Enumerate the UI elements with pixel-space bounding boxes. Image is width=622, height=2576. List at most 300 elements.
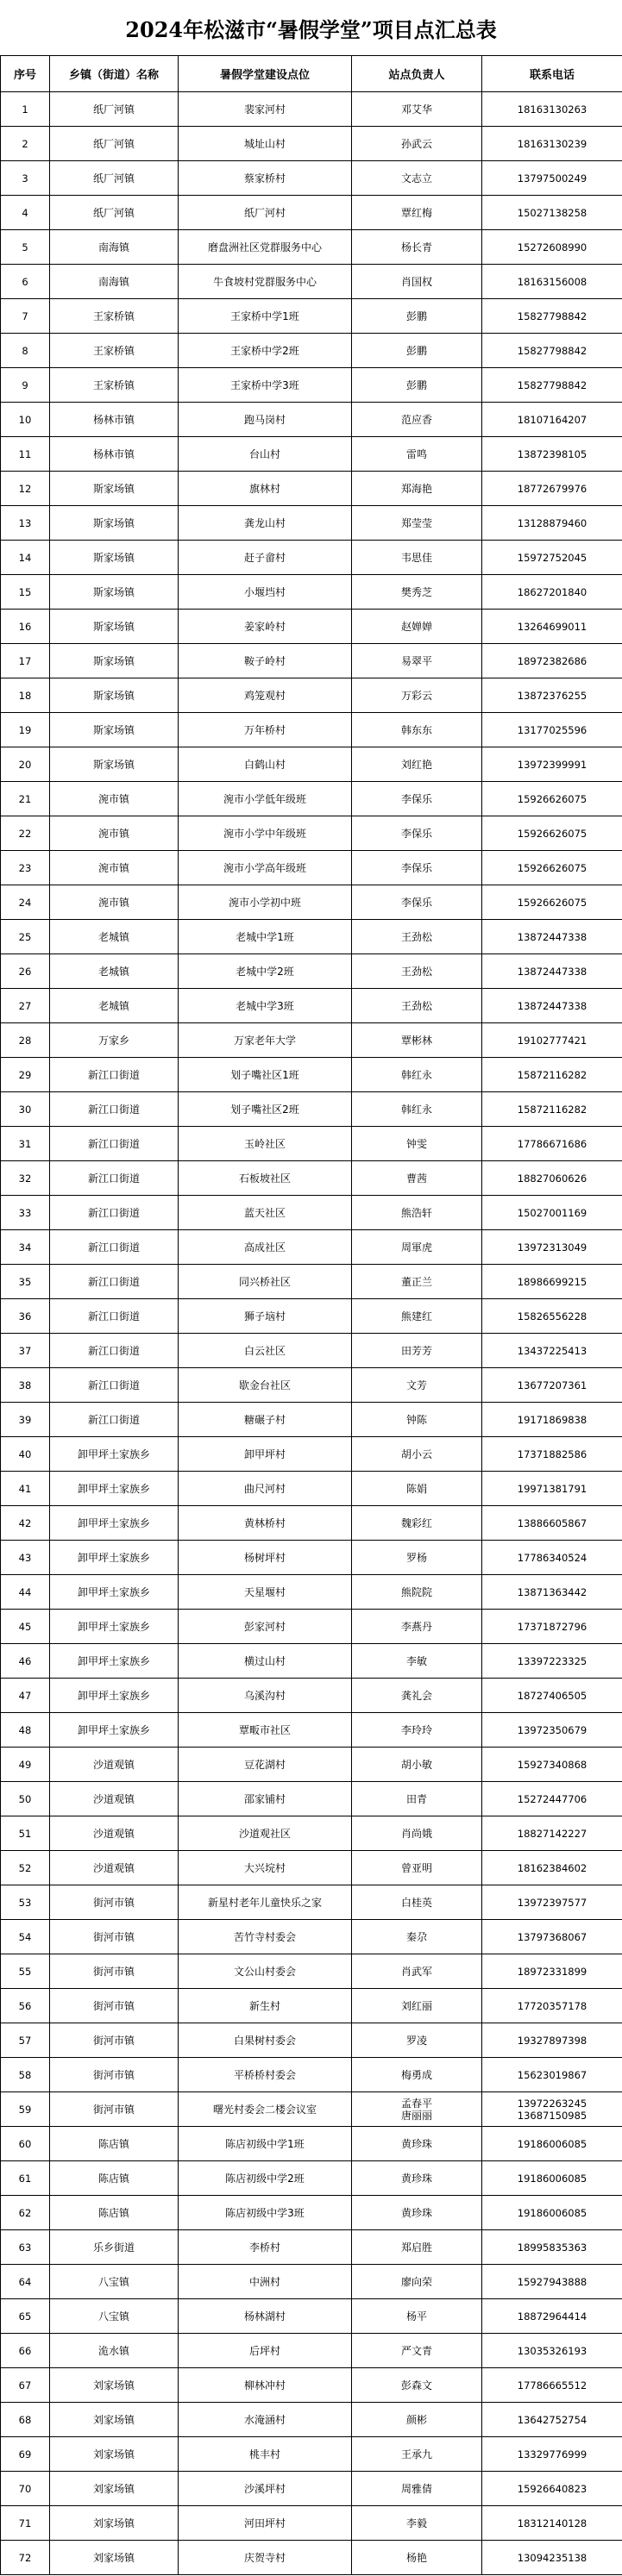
cell-index: 29 bbox=[1, 1058, 50, 1092]
cell-index: 46 bbox=[1, 1644, 50, 1679]
cell-contact-person: 秦尕 bbox=[352, 1920, 482, 1954]
cell-contact-person: 董正兰 bbox=[352, 1265, 482, 1299]
cell-site: 文公山村委会 bbox=[179, 1954, 352, 1989]
cell-index: 20 bbox=[1, 747, 50, 782]
cell-contact-person: 黄珍珠 bbox=[352, 2127, 482, 2161]
cell-index: 19 bbox=[1, 713, 50, 747]
cell-contact-person: 李毅 bbox=[352, 2506, 482, 2541]
header-contact-person: 站点负责人 bbox=[352, 56, 482, 92]
table-row bbox=[1, 1058, 622, 1092]
cell-index: 51 bbox=[1, 1816, 50, 1851]
cell-township: 王家桥镇 bbox=[50, 334, 179, 368]
table-row bbox=[1, 1092, 622, 1127]
cell-site: 蔡家桥村 bbox=[179, 161, 352, 196]
cell-contact-person: 颜彬 bbox=[352, 2403, 482, 2437]
cell-site: 王家桥中学1班 bbox=[179, 299, 352, 334]
cell-index: 9 bbox=[1, 368, 50, 403]
cell-contact-person: 刘红丽 bbox=[352, 1989, 482, 2023]
cell-township: 新江口街道 bbox=[50, 1265, 179, 1299]
cell-contact-person: 白桂英 bbox=[352, 1885, 482, 1920]
cell-site: 高成社区 bbox=[179, 1230, 352, 1265]
cell-contact-person: 熊院院 bbox=[352, 1575, 482, 1610]
cell-site: 卸甲坪村 bbox=[179, 1437, 352, 1472]
table-row bbox=[1, 1541, 622, 1575]
cell-township: 刘家场镇 bbox=[50, 2472, 179, 2506]
cell-site: 跑马岗村 bbox=[179, 403, 352, 437]
cell-site: 划子嘴社区1班 bbox=[179, 1058, 352, 1092]
cell-phone: 18727406505 bbox=[482, 1679, 622, 1713]
table-row bbox=[1, 1816, 622, 1851]
cell-phone: 18827060626 bbox=[482, 1161, 622, 1196]
cell-township: 王家桥镇 bbox=[50, 368, 179, 403]
cell-contact-person: 田芳芳 bbox=[352, 1334, 482, 1368]
cell-site: 杨树坪村 bbox=[179, 1541, 352, 1575]
cell-contact-person: 李保乐 bbox=[352, 782, 482, 816]
cell-phone: 19971381791 bbox=[482, 1472, 622, 1506]
cell-site: 沙溪坪村 bbox=[179, 2472, 352, 2506]
cell-contact-person: 易翠平 bbox=[352, 644, 482, 678]
table-row bbox=[1, 2265, 622, 2299]
table-row bbox=[1, 2334, 622, 2368]
cell-phone: 17786671686 bbox=[482, 1127, 622, 1161]
header-index: 序号 bbox=[1, 56, 50, 92]
cell-township: 沙道观镇 bbox=[50, 1748, 179, 1782]
cell-site: 裴家河村 bbox=[179, 92, 352, 127]
cell-site: 苦竹寺村委会 bbox=[179, 1920, 352, 1954]
cell-contact-person: 罗凌 bbox=[352, 2023, 482, 2058]
cell-contact-person: 李保乐 bbox=[352, 851, 482, 885]
cell-township: 纸厂河镇 bbox=[50, 127, 179, 161]
table-row bbox=[1, 92, 622, 127]
cell-phone: 17371882586 bbox=[482, 1437, 622, 1472]
table-row bbox=[1, 816, 622, 851]
cell-phone: 15927943888 bbox=[482, 2265, 622, 2299]
cell-index: 16 bbox=[1, 610, 50, 644]
cell-township: 涴市镇 bbox=[50, 816, 179, 851]
cell-contact-person: 韩东东 bbox=[352, 713, 482, 747]
cell-phone: 15272608990 bbox=[482, 230, 622, 265]
cell-contact-person: 王承九 bbox=[352, 2437, 482, 2472]
table-row bbox=[1, 265, 622, 299]
cell-index: 18 bbox=[1, 678, 50, 713]
table-row bbox=[1, 230, 622, 265]
cell-township: 沙道观镇 bbox=[50, 1851, 179, 1885]
table-row bbox=[1, 2541, 622, 2575]
table-row bbox=[1, 678, 622, 713]
cell-site: 后坪村 bbox=[179, 2334, 352, 2368]
cell-site: 万家老年大学 bbox=[179, 1023, 352, 1058]
table-row bbox=[1, 1023, 622, 1058]
cell-index: 48 bbox=[1, 1713, 50, 1748]
cell-contact-person: 龚礼会 bbox=[352, 1679, 482, 1713]
cell-contact-person: 严文青 bbox=[352, 2334, 482, 2368]
table-row bbox=[1, 1713, 622, 1748]
cell-site: 鞍子岭村 bbox=[179, 644, 352, 678]
table-row bbox=[1, 1644, 622, 1679]
cell-index: 1 bbox=[1, 92, 50, 127]
table-row bbox=[1, 196, 622, 230]
table-row bbox=[1, 127, 622, 161]
table-row bbox=[1, 2023, 622, 2058]
cell-index: 35 bbox=[1, 1265, 50, 1299]
cell-phone: 13264699011 bbox=[482, 610, 622, 644]
table-row bbox=[1, 1782, 622, 1816]
cell-site: 石板坡社区 bbox=[179, 1161, 352, 1196]
cell-index: 33 bbox=[1, 1196, 50, 1230]
cell-township: 刘家场镇 bbox=[50, 2403, 179, 2437]
cell-site: 杨林湖村 bbox=[179, 2299, 352, 2334]
cell-township: 卸甲坪土家族乡 bbox=[50, 1644, 179, 1679]
cell-phone: 17371872796 bbox=[482, 1610, 622, 1644]
cell-site: 涴市小学初中班 bbox=[179, 885, 352, 920]
cell-index: 31 bbox=[1, 1127, 50, 1161]
cell-phone: 19171869838 bbox=[482, 1403, 622, 1437]
cell-index: 28 bbox=[1, 1023, 50, 1058]
cell-township: 乐乡街道 bbox=[50, 2230, 179, 2265]
cell-contact-person: 杨艳 bbox=[352, 2541, 482, 2575]
cell-site: 水淹涵村 bbox=[179, 2403, 352, 2437]
cell-phone: 13035326193 bbox=[482, 2334, 622, 2368]
cell-township: 新江口街道 bbox=[50, 1299, 179, 1334]
cell-township: 杨林市镇 bbox=[50, 403, 179, 437]
table-row bbox=[1, 575, 622, 610]
cell-township: 街河市镇 bbox=[50, 1920, 179, 1954]
table-row bbox=[1, 713, 622, 747]
table-row bbox=[1, 2472, 622, 2506]
cell-index: 27 bbox=[1, 989, 50, 1023]
cell-index: 8 bbox=[1, 334, 50, 368]
cell-phone: 13871363442 bbox=[482, 1575, 622, 1610]
cell-site: 牛食坡村党群服务中心 bbox=[179, 265, 352, 299]
cell-township: 老城镇 bbox=[50, 920, 179, 954]
cell-contact-person: 熊建红 bbox=[352, 1299, 482, 1334]
cell-township: 纸厂河镇 bbox=[50, 92, 179, 127]
cell-phone: 15872116282 bbox=[482, 1058, 622, 1092]
cell-site: 龚龙山村 bbox=[179, 506, 352, 541]
cell-index: 56 bbox=[1, 1989, 50, 2023]
table-row bbox=[1, 1851, 622, 1885]
cell-site: 庆贺寺村 bbox=[179, 2541, 352, 2575]
cell-phone: 13397223325 bbox=[482, 1644, 622, 1679]
cell-index: 26 bbox=[1, 954, 50, 989]
cell-contact-person: 李玲玲 bbox=[352, 1713, 482, 1748]
cell-contact-person: 覃红梅 bbox=[352, 196, 482, 230]
cell-township: 斯家场镇 bbox=[50, 678, 179, 713]
table-row bbox=[1, 1920, 622, 1954]
cell-index: 4 bbox=[1, 196, 50, 230]
cell-phone: 18972331899 bbox=[482, 1954, 622, 1989]
cell-phone: 18972382686 bbox=[482, 644, 622, 678]
table-row bbox=[1, 885, 622, 920]
cell-site: 曲尺河村 bbox=[179, 1472, 352, 1506]
cell-site: 横过山村 bbox=[179, 1644, 352, 1679]
table-row bbox=[1, 1885, 622, 1920]
cell-index: 40 bbox=[1, 1437, 50, 1472]
cell-index: 10 bbox=[1, 403, 50, 437]
table-row bbox=[1, 2196, 622, 2230]
table-row bbox=[1, 1506, 622, 1541]
cell-site: 玉岭社区 bbox=[179, 1127, 352, 1161]
cell-phone: 13872376255 bbox=[482, 678, 622, 713]
cell-index: 41 bbox=[1, 1472, 50, 1506]
cell-index: 65 bbox=[1, 2299, 50, 2334]
cell-township: 街河市镇 bbox=[50, 1954, 179, 1989]
cell-phone: 18772679976 bbox=[482, 472, 622, 506]
cell-phone: 17786340524 bbox=[482, 1541, 622, 1575]
header-row bbox=[1, 56, 622, 92]
table-row bbox=[1, 1437, 622, 1472]
cell-township: 街河市镇 bbox=[50, 1989, 179, 2023]
cell-township: 卸甲坪土家族乡 bbox=[50, 1541, 179, 1575]
cell-phone: 13177025596 bbox=[482, 713, 622, 747]
cell-township: 街河市镇 bbox=[50, 1885, 179, 1920]
cell-phone: 13886605867 bbox=[482, 1506, 622, 1541]
cell-phone: 18312140128 bbox=[482, 2506, 622, 2541]
table-row bbox=[1, 1575, 622, 1610]
cell-phone: 13972350679 bbox=[482, 1713, 622, 1748]
cell-index: 5 bbox=[1, 230, 50, 265]
cell-site: 同兴桥社区 bbox=[179, 1265, 352, 1299]
cell-township: 沙道观镇 bbox=[50, 1816, 179, 1851]
cell-contact-person: 胡小云 bbox=[352, 1437, 482, 1472]
table-row bbox=[1, 644, 622, 678]
table-row bbox=[1, 1368, 622, 1403]
cell-phone: 18995835363 bbox=[482, 2230, 622, 2265]
cell-index: 49 bbox=[1, 1748, 50, 1782]
cell-township: 新江口街道 bbox=[50, 1230, 179, 1265]
cell-contact-person: 杨平 bbox=[352, 2299, 482, 2334]
cell-index: 57 bbox=[1, 2023, 50, 2058]
cell-phone: 15827798842 bbox=[482, 299, 622, 334]
cell-index: 2 bbox=[1, 127, 50, 161]
cell-contact-person: 李燕丹 bbox=[352, 1610, 482, 1644]
cell-index: 62 bbox=[1, 2196, 50, 2230]
cell-phone: 15927340868 bbox=[482, 1748, 622, 1782]
cell-phone: 13872447338 bbox=[482, 989, 622, 1023]
cell-contact-person: 覃彬林 bbox=[352, 1023, 482, 1058]
cell-index: 50 bbox=[1, 1782, 50, 1816]
cell-site: 黄林桥村 bbox=[179, 1506, 352, 1541]
cell-site: 歇金台社区 bbox=[179, 1368, 352, 1403]
cell-index: 61 bbox=[1, 2161, 50, 2196]
cell-index: 7 bbox=[1, 299, 50, 334]
table-row bbox=[1, 1748, 622, 1782]
cell-index: 47 bbox=[1, 1679, 50, 1713]
cell-contact-person: 曹茜 bbox=[352, 1161, 482, 1196]
table-row bbox=[1, 1679, 622, 1713]
cell-phone: 13797500249 bbox=[482, 161, 622, 196]
cell-contact-person: 李敏 bbox=[352, 1644, 482, 1679]
cell-township: 纸厂河镇 bbox=[50, 161, 179, 196]
table-row bbox=[1, 1230, 622, 1265]
table-row bbox=[1, 472, 622, 506]
cell-site: 曙光村委会二楼会议室 bbox=[179, 2092, 352, 2127]
cell-contact-person: 罗杨 bbox=[352, 1541, 482, 1575]
cell-index: 44 bbox=[1, 1575, 50, 1610]
cell-phone: 13797368067 bbox=[482, 1920, 622, 1954]
cell-site: 李桥村 bbox=[179, 2230, 352, 2265]
cell-contact-person: 王劲松 bbox=[352, 989, 482, 1023]
table-row bbox=[1, 2299, 622, 2334]
table-row bbox=[1, 920, 622, 954]
cell-phone: 13872447338 bbox=[482, 920, 622, 954]
cell-index: 45 bbox=[1, 1610, 50, 1644]
cell-index: 22 bbox=[1, 816, 50, 851]
cell-site: 王家桥中学3班 bbox=[179, 368, 352, 403]
cell-index: 25 bbox=[1, 920, 50, 954]
cell-index: 15 bbox=[1, 575, 50, 610]
cell-site: 邵家铺村 bbox=[179, 1782, 352, 1816]
cell-township: 新江口街道 bbox=[50, 1334, 179, 1368]
cell-site: 白鹤山村 bbox=[179, 747, 352, 782]
cell-township: 涴市镇 bbox=[50, 782, 179, 816]
cell-site: 纸厂河村 bbox=[179, 196, 352, 230]
cell-phone: 13094235138 bbox=[482, 2541, 622, 2575]
cell-contact-person: 肖国权 bbox=[352, 265, 482, 299]
table-row bbox=[1, 1610, 622, 1644]
cell-index: 13 bbox=[1, 506, 50, 541]
cell-index: 17 bbox=[1, 644, 50, 678]
cell-township: 斯家场镇 bbox=[50, 610, 179, 644]
cell-phone: 18107164207 bbox=[482, 403, 622, 437]
table-row bbox=[1, 2127, 622, 2161]
cell-phone: 13128879460 bbox=[482, 506, 622, 541]
cell-township: 斯家场镇 bbox=[50, 644, 179, 678]
cell-township: 洈水镇 bbox=[50, 2334, 179, 2368]
cell-index: 39 bbox=[1, 1403, 50, 1437]
cell-index: 34 bbox=[1, 1230, 50, 1265]
table-row bbox=[1, 437, 622, 472]
cell-index: 59 bbox=[1, 2092, 50, 2127]
cell-index: 30 bbox=[1, 1092, 50, 1127]
cell-township: 卸甲坪土家族乡 bbox=[50, 1679, 179, 1713]
cell-site: 万年桥村 bbox=[179, 713, 352, 747]
cell-township: 卸甲坪土家族乡 bbox=[50, 1506, 179, 1541]
cell-township: 新江口街道 bbox=[50, 1058, 179, 1092]
table-row bbox=[1, 2230, 622, 2265]
cell-township: 街河市镇 bbox=[50, 2092, 179, 2127]
cell-index: 66 bbox=[1, 2334, 50, 2368]
cell-index: 11 bbox=[1, 437, 50, 472]
cell-site: 旗林村 bbox=[179, 472, 352, 506]
cell-phone: 13437225413 bbox=[482, 1334, 622, 1368]
cell-site: 涴市小学高年级班 bbox=[179, 851, 352, 885]
cell-site: 新生村 bbox=[179, 1989, 352, 2023]
cell-phone: 15827798842 bbox=[482, 334, 622, 368]
cell-index: 37 bbox=[1, 1334, 50, 1368]
cell-township: 斯家场镇 bbox=[50, 541, 179, 575]
cell-contact-person: 黄珍珠 bbox=[352, 2196, 482, 2230]
cell-contact-person: 彭鹏 bbox=[352, 334, 482, 368]
cell-site: 柳林冲村 bbox=[179, 2368, 352, 2403]
cell-township: 陈店镇 bbox=[50, 2161, 179, 2196]
cell-township: 新江口街道 bbox=[50, 1196, 179, 1230]
cell-index: 32 bbox=[1, 1161, 50, 1196]
cell-contact-person: 钟雯 bbox=[352, 1127, 482, 1161]
cell-contact-person: 郑启胜 bbox=[352, 2230, 482, 2265]
cell-phone: 13972399991 bbox=[482, 747, 622, 782]
cell-phone: 19327897398 bbox=[482, 2023, 622, 2058]
cell-phone: 15926640823 bbox=[482, 2472, 622, 2506]
table-row bbox=[1, 989, 622, 1023]
cell-township: 斯家场镇 bbox=[50, 506, 179, 541]
table-row bbox=[1, 747, 622, 782]
cell-contact-person: 邓艾华 bbox=[352, 92, 482, 127]
cell-township: 刘家场镇 bbox=[50, 2437, 179, 2472]
cell-contact-person: 刘红艳 bbox=[352, 747, 482, 782]
cell-index: 36 bbox=[1, 1299, 50, 1334]
cell-site: 老城中学3班 bbox=[179, 989, 352, 1023]
cell-index: 43 bbox=[1, 1541, 50, 1575]
cell-contact-person: 樊秀芝 bbox=[352, 575, 482, 610]
cell-contact-person: 魏彩红 bbox=[352, 1506, 482, 1541]
table-row bbox=[1, 1954, 622, 1989]
cell-phone: 13677207361 bbox=[482, 1368, 622, 1403]
cell-township: 八宝镇 bbox=[50, 2299, 179, 2334]
cell-phone: 15926626075 bbox=[482, 816, 622, 851]
cell-site: 新星村老年儿童快乐之家 bbox=[179, 1885, 352, 1920]
cell-township: 新江口街道 bbox=[50, 1368, 179, 1403]
cell-site: 陈店初级中学3班 bbox=[179, 2196, 352, 2230]
cell-phone: 18163130263 bbox=[482, 92, 622, 127]
cell-site: 台山村 bbox=[179, 437, 352, 472]
table-row bbox=[1, 299, 622, 334]
cell-site: 小堰垱村 bbox=[179, 575, 352, 610]
table-row bbox=[1, 1161, 622, 1196]
cell-index: 64 bbox=[1, 2265, 50, 2299]
cell-phone: 18986699215 bbox=[482, 1265, 622, 1299]
cell-contact-person: 赵婵婵 bbox=[352, 610, 482, 644]
cell-contact-person: 郑海艳 bbox=[352, 472, 482, 506]
cell-site: 赶子畲村 bbox=[179, 541, 352, 575]
table-row bbox=[1, 1127, 622, 1161]
cell-phone: 15827798842 bbox=[482, 368, 622, 403]
cell-contact-person: 梅勇成 bbox=[352, 2058, 482, 2092]
header-site: 暑假学堂建设点位 bbox=[179, 56, 352, 92]
cell-phone: 17786665512 bbox=[482, 2368, 622, 2403]
cell-township: 南海镇 bbox=[50, 265, 179, 299]
cell-site: 城址山村 bbox=[179, 127, 352, 161]
cell-phone: 19186006085 bbox=[482, 2161, 622, 2196]
table-row bbox=[1, 161, 622, 196]
cell-township: 八宝镇 bbox=[50, 2265, 179, 2299]
table-row bbox=[1, 2161, 622, 2196]
cell-index: 23 bbox=[1, 851, 50, 885]
table-row bbox=[1, 2506, 622, 2541]
cell-site: 陈店初级中学1班 bbox=[179, 2127, 352, 2161]
cell-phone: 15926626075 bbox=[482, 851, 622, 885]
cell-contact-person: 韩红永 bbox=[352, 1092, 482, 1127]
cell-contact-person: 钟陈 bbox=[352, 1403, 482, 1437]
cell-contact-person: 孟春平 唐丽丽 bbox=[352, 2092, 482, 2127]
table-row bbox=[1, 2368, 622, 2403]
table-row bbox=[1, 1196, 622, 1230]
cell-township: 新江口街道 bbox=[50, 1092, 179, 1127]
cell-phone: 15872116282 bbox=[482, 1092, 622, 1127]
cell-site: 中洲村 bbox=[179, 2265, 352, 2299]
cell-township: 纸厂河镇 bbox=[50, 196, 179, 230]
cell-contact-person: 杨长青 bbox=[352, 230, 482, 265]
table-row bbox=[1, 1989, 622, 2023]
cell-township: 杨林市镇 bbox=[50, 437, 179, 472]
cell-index: 42 bbox=[1, 1506, 50, 1541]
cell-index: 68 bbox=[1, 2403, 50, 2437]
cell-township: 街河市镇 bbox=[50, 2023, 179, 2058]
cell-contact-person: 周軍虎 bbox=[352, 1230, 482, 1265]
cell-township: 刘家场镇 bbox=[50, 2541, 179, 2575]
cell-township: 涴市镇 bbox=[50, 885, 179, 920]
cell-index: 3 bbox=[1, 161, 50, 196]
